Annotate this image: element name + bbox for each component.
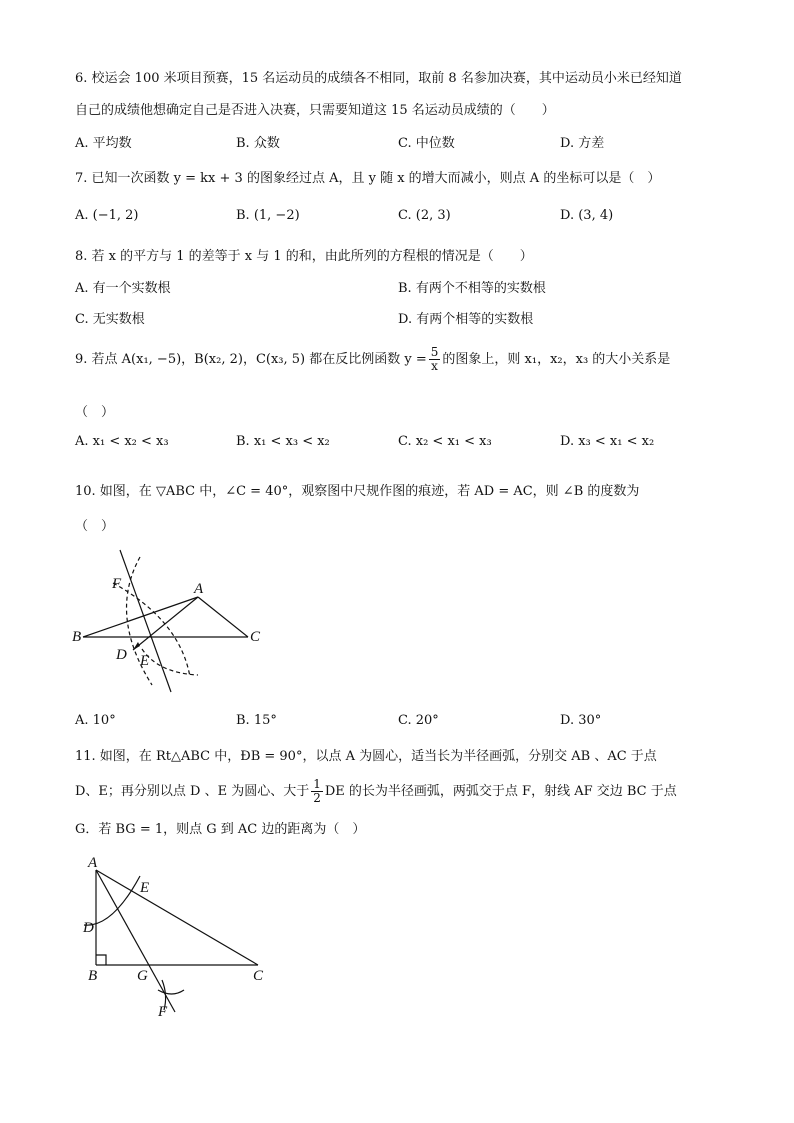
q10-segment-ba [83, 597, 198, 637]
q11-label-f: F [158, 1004, 168, 1020]
q11-label-d: D [83, 920, 94, 936]
q11-frac-num: 1 [313, 777, 321, 791]
q6-option-c: C. 中位数 [398, 136, 455, 151]
q9-frac-num: 5 [430, 345, 439, 359]
q10-option-c: C. 20° [398, 713, 439, 728]
q8-text: 8. 若 x 的平方与 1 的差等于 x 与 1 的和，由此所列的方程根的情况是（ ） [75, 249, 533, 264]
q7-text: 7. 已知一次函数 y = kx + 3 的图象经过点 A，且 y 随 x 的增大而减小，则点 A 的坐标可以是（ ） [75, 171, 661, 186]
q10-segment-ac [198, 597, 248, 637]
q9-text-pre: 9. 若点 A(x₁, −5)，B(x₂, 2)，C(x₃, 5) 都在反比例函数 y = [75, 352, 427, 367]
q9-text-post: 的图象上，则 x₁，x₂，x₃ 的大小关系是 [442, 352, 671, 367]
q11-line3: G．若 BG = 1，则点 G 到 AC 边的距离为（ ） [75, 822, 366, 837]
q10-text: 10. 如图，在 ▽ABC 中，∠C = 40°，观察图中尺规作图的痕迹，若 AD = AC，则 ∠B 的度数为 [75, 484, 640, 499]
q6-option-a: A. 平均数 [75, 136, 132, 151]
q10-label-f: F [112, 576, 122, 592]
q11-label-g: G [137, 968, 148, 984]
q11-segment-ac [96, 870, 258, 965]
q11-arc-de [84, 876, 140, 925]
q11-line2-pre: D、E；再分别以点 D 、E 为圆心、大于 [75, 784, 310, 799]
q8-option-b: B. 有两个不相等的实数根 [398, 281, 546, 296]
q11-fraction [311, 778, 323, 805]
q10-option-b: B. 15° [236, 713, 277, 728]
q9-blank: （ ） [75, 405, 115, 420]
q6-option-b: B. 众数 [236, 136, 280, 151]
q11-ray-af [96, 870, 175, 1012]
q7-option-a: A. (−1, 2) [75, 208, 139, 223]
q8-option-a: A. 有一个实数根 [75, 281, 171, 296]
q10-arc-bottom [142, 649, 198, 675]
q9-option-a: A. x₁ < x₂ < x₃ [75, 434, 169, 449]
q9-fraction [429, 346, 441, 373]
q9-frac-den: x [431, 359, 438, 373]
q11-label-a: A [88, 855, 98, 871]
q9-option-d: D. x₃ < x₁ < x₂ [560, 434, 655, 449]
q11-line1: 11. 如图，在 Rt△ABC 中，ÐB = 90°，以点 A 为圆心，适当长为半径画弧，分别交 AB 、AC 于点 [75, 749, 657, 764]
q8-option-d: D. 有两个相等的实数根 [398, 312, 534, 327]
q10-blank: （ ） [75, 519, 115, 534]
q10-figure [70, 545, 270, 700]
q6-line1: 6. 校运会 100 米项目预赛，15 名运动员的成绩各不相同，取前 8 名参加决赛，其中运动员小米已经知道 [75, 71, 682, 86]
q8-option-c: C. 无实数根 [75, 312, 145, 327]
q9-option-b: B. x₁ < x₃ < x₂ [236, 434, 330, 449]
q11-right-angle-mark [96, 955, 106, 965]
q9-option-c: C. x₂ < x₁ < x₃ [398, 434, 492, 449]
q10-label-d: D [116, 647, 127, 663]
q10-arrow-d [133, 642, 140, 650]
q6-line2: 自己的成绩他想确定自己是否进入决赛，只需要知道这 15 名运动员成绩的（ ） [75, 103, 555, 118]
q9-text [75, 346, 670, 373]
q10-label-e: E [140, 653, 150, 669]
q10-label-c: C [250, 629, 261, 645]
q10-label-a: A [194, 581, 204, 597]
q11-figure [80, 850, 280, 1020]
q11-line2 [75, 778, 677, 805]
q10-label-b: B [72, 629, 82, 645]
q7-option-c: C. (2, 3) [398, 208, 451, 223]
q10-option-d: D. 30° [560, 713, 602, 728]
q11-label-b: B [88, 968, 98, 984]
q10-segment-ad [133, 597, 198, 650]
q11-label-c: C [253, 968, 264, 984]
q10-option-a: A. 10° [75, 713, 116, 728]
q11-label-e: E [140, 880, 150, 896]
q7-option-d: D. (3, 4) [560, 208, 614, 223]
q6-option-d: D. 方差 [560, 136, 605, 151]
q11-line2-post: DE 的长为半径画弧，两弧交于点 F，射线 AF 交边 BC 于点 [324, 784, 677, 799]
q11-frac-den: 2 [313, 791, 321, 805]
q11-arc-f [158, 990, 184, 994]
q7-option-b: B. (1, −2) [236, 208, 300, 223]
